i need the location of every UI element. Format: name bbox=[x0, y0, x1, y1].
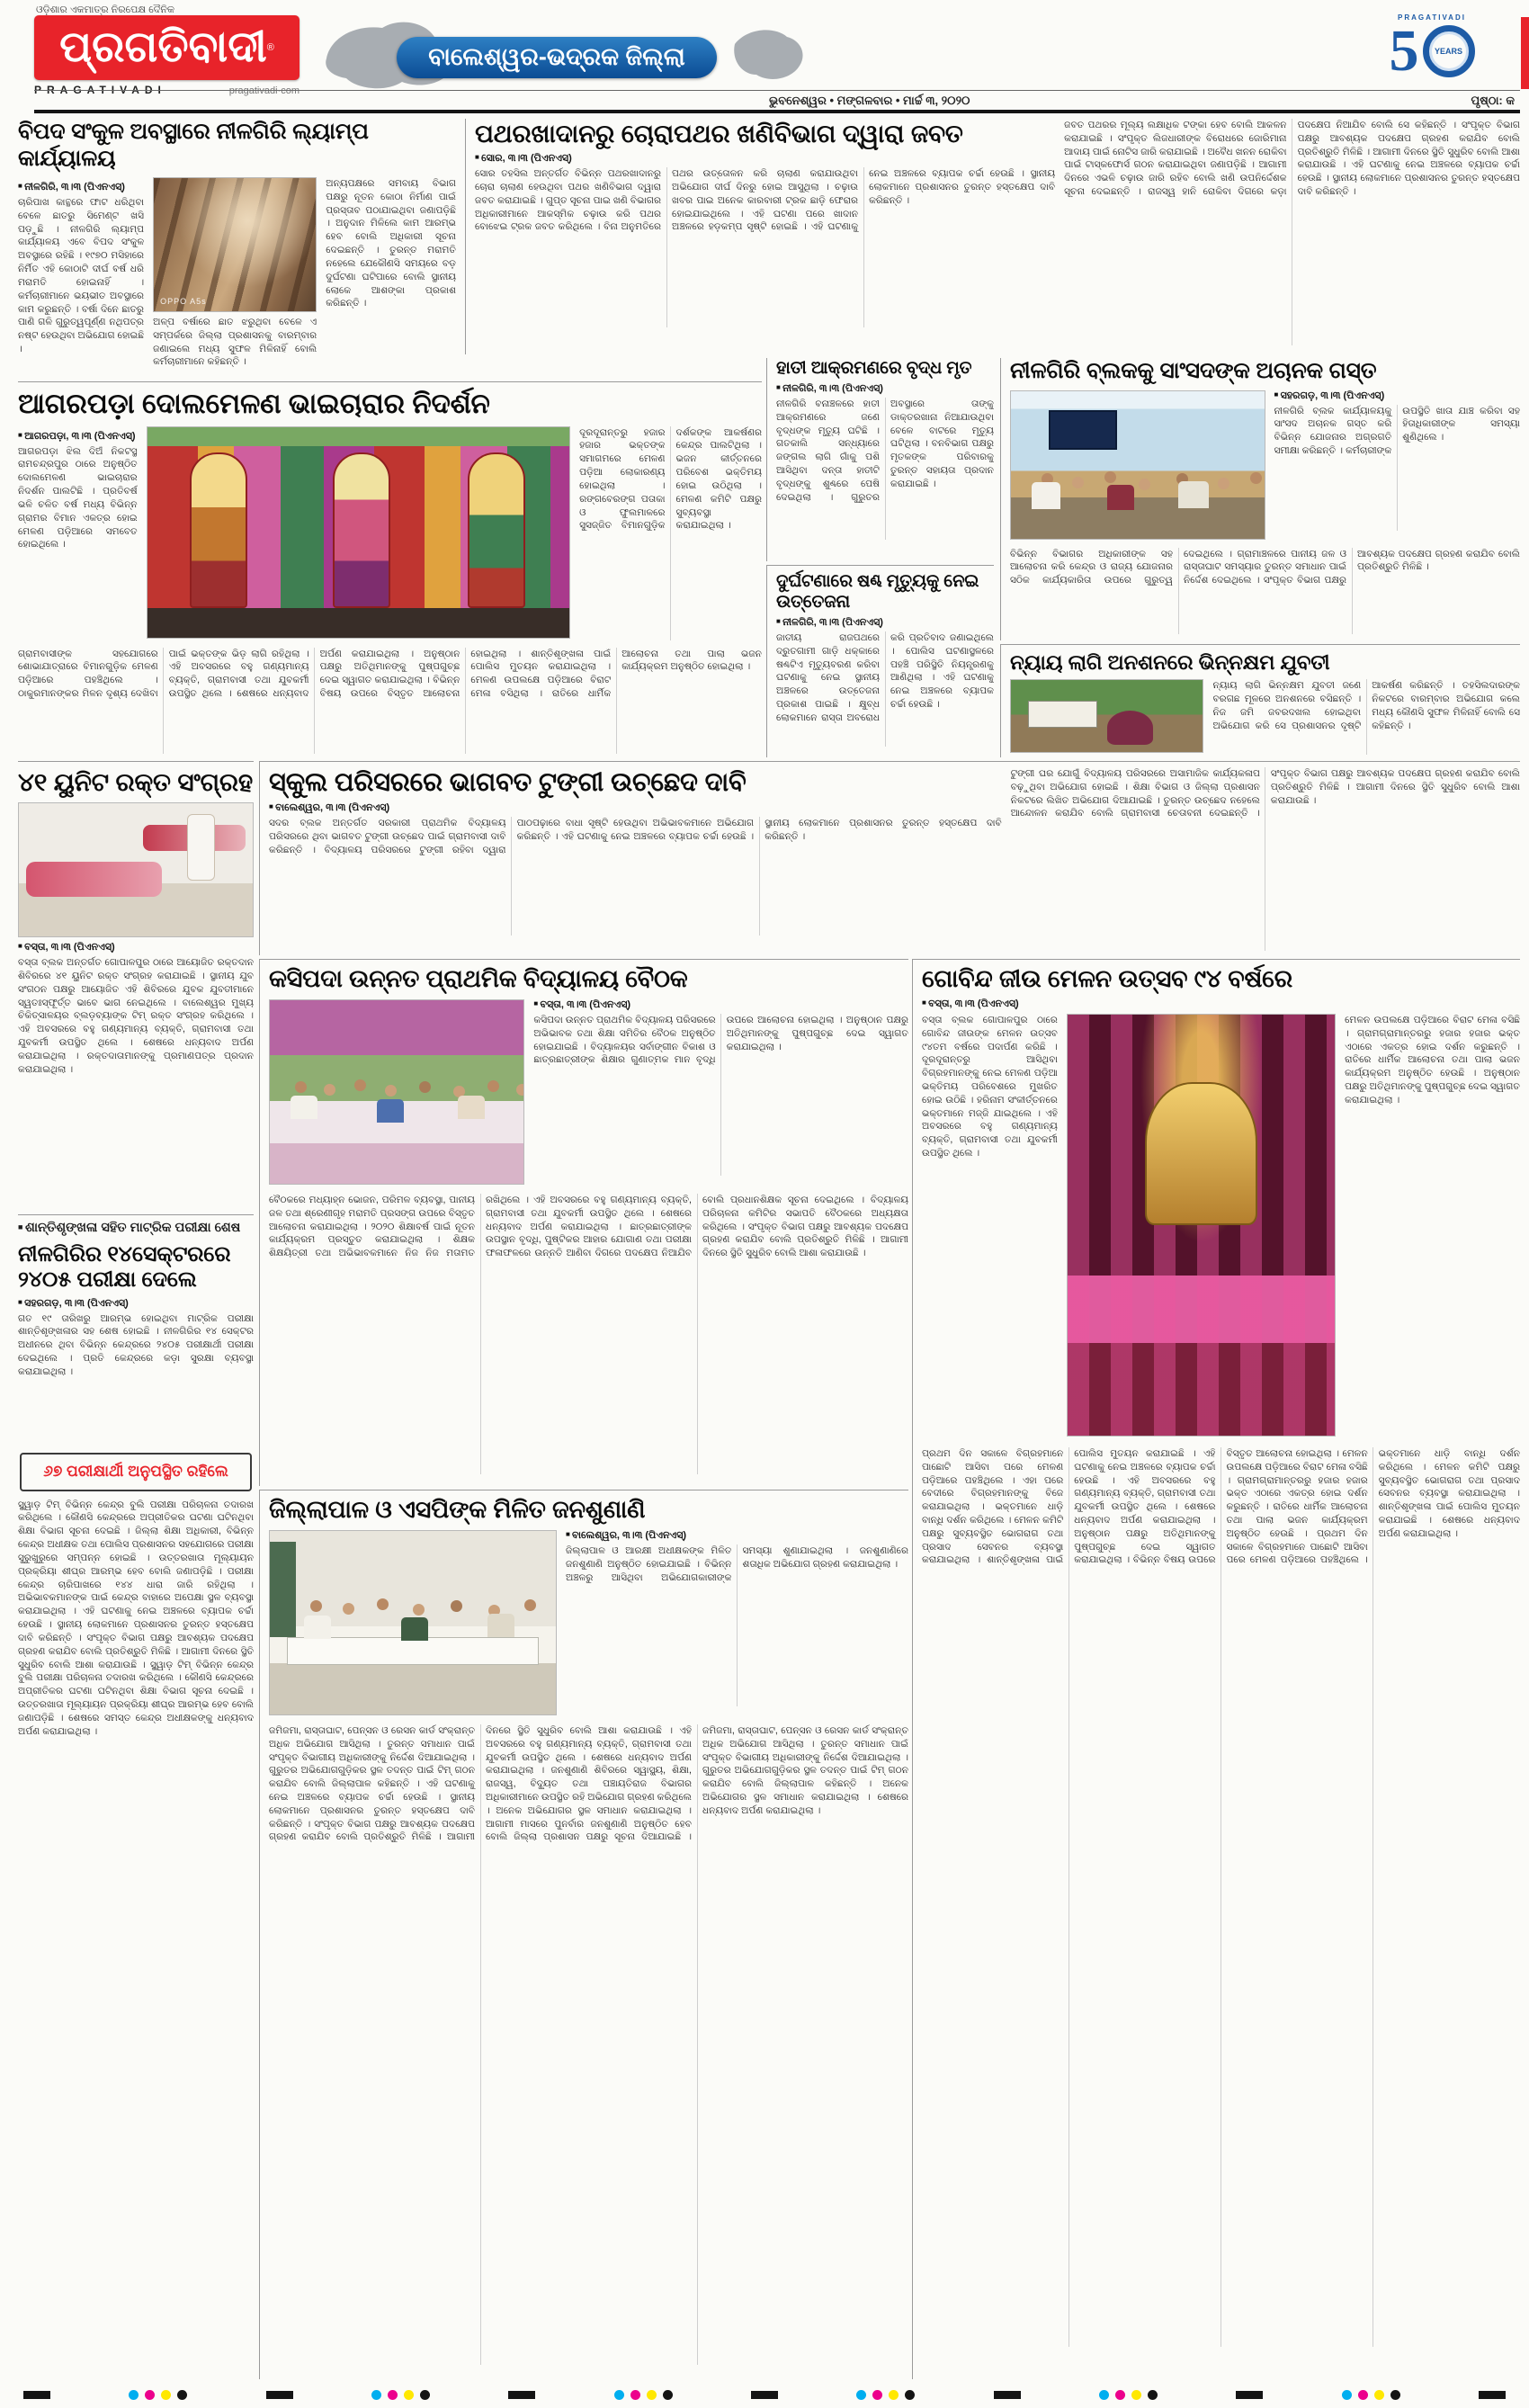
registered-mark: ® bbox=[266, 42, 274, 53]
magenta-dot bbox=[145, 2390, 155, 2400]
article-quarry-byline: ■ ସୋର, ୩।୩ (ପିଏନଏସ୍) bbox=[475, 153, 1055, 165]
anniversary-emblem bbox=[1360, 13, 1504, 100]
cmyk-dots bbox=[1099, 2390, 1158, 2400]
district-map-area bbox=[310, 13, 814, 91]
newspaper-logo bbox=[34, 15, 300, 80]
article-lamps-byline: ■ ନୀଳଗିରି, ୩।୩ (ପିଏନଏସ୍) bbox=[18, 182, 144, 193]
registration-bar bbox=[751, 2391, 778, 2399]
anniversary-ring-icon bbox=[1423, 25, 1475, 77]
article-matric-body1: ଗତ ୧୯ ତାରିଖରୁ ଆରମ୍ଭ ହୋଇଥିବା ମାଟ୍ରିକ ପରୀକ୍ଷା ଶାନ୍ତିଶୃଙ୍ଖଳାର ସହ ଶେଷ ହୋଇଛି । ନୀଳଗିରିର ୧୪ ସେକ୍ଟର ଅଧୀନରେ ଥିବା ବିଭିନ୍ନ କେନ୍ଦ୍ରରେ ୨୪୦୫ ପରୀକ୍ଷାର୍ଥୀ ପରୀକ୍ଷା ଦେଇଥିଲେ । ପ୍ରତି କେନ୍ଦ୍ରରେ କଡ଼ା ସୁରକ୍ଷା ବ୍ୟବସ୍ଥା କରାଯାଇଥିଲା । bbox=[18, 1312, 254, 1377]
magenta-dot bbox=[388, 2390, 398, 2400]
article-lamps-body-col3: ଅନ୍ୟପକ୍ଷରେ ସମବାୟ ବିଭାଗ ପକ୍ଷରୁ ନୂତନ କୋଠା ନିର୍ମାଣ ପାଇଁ ପ୍ରସ୍ତାବ ପଠାଯାଇଥିବା ଜଣାପଡ଼ିଛି । ଅନୁଦାନ ମିଳିଲେ କାମ ଆରମ୍ଭ ହେବ ବୋଲି ଅଧିକାରୀ ସୂଚନା ଦେଇଛନ୍ତି । ତୁରନ୍ତ ମରାମତି ନହେଲେ ଯେକୌଣସି ସମୟରେ ବଡ଼ ଦୁର୍ଘଟଣା ଘଟିପାରେ ବୋଲି ସ୍ଥାନୀୟ ଲୋକେ ଆଶଙ୍କା ପ୍ରକାଶ କରିଛନ୍ତି । bbox=[326, 178, 456, 309]
article-matric-byline: ■ ସହରଗଡ଼, ୩।୩ (ପିଏନଏସ୍) bbox=[18, 1298, 254, 1310]
cmyk-dots bbox=[1342, 2390, 1400, 2400]
photo-school-meeting bbox=[269, 999, 524, 1185]
photo-blood-donation-camp bbox=[18, 802, 254, 937]
yellow-dot bbox=[647, 2390, 657, 2400]
article-bull-death bbox=[766, 565, 994, 757]
article-quarry bbox=[465, 119, 1520, 354]
article-dol-byline: ■ ଆଗରପଡ଼ା, ୩।୩ (ପିଏନଏସ୍) bbox=[18, 431, 138, 443]
registration-bar bbox=[266, 2391, 293, 2399]
article-blood-byline: ■ ବସ୍ତା, ୩।୩ (ପିଏନଏସ୍) bbox=[18, 942, 254, 953]
photo-block-office-meeting bbox=[1010, 390, 1265, 540]
magenta-dot bbox=[630, 2390, 640, 2400]
registration-bar bbox=[1479, 2391, 1506, 2399]
article-dol-body-colB: ଦୂରଦୂରାନ୍ତରୁ ହଜାର ହଜାର ଭକ୍ତଙ୍କ ସମାଗମରେ ମେଳଣ ପଡ଼ିଆ ଲୋକାରଣ୍ୟ ହୋଇଥିଲା । ରଙ୍ଗବେରଙ୍ଗ ପତାକା ଓ ଫୁଲମାଳରେ ସୁସଜ୍ଜିତ ବିମାନଗୁଡ଼ିକ ଦର୍ଶକଙ୍କ ଆକର୍ଷଣର କେନ୍ଦ୍ର ପାଲଟିଥିଲା । ଭଜନ କୀର୍ତ୍ତନରେ ପରିବେଶ ଭକ୍ତିମୟ ହୋଇ ଉଠିଥିଲା । ମେଳଣ କମିଟି ପକ୍ଷରୁ ସୁବ୍ୟବସ୍ଥା କରାଯାଇଥିଲା । bbox=[579, 426, 762, 532]
black-dot bbox=[1148, 2390, 1158, 2400]
article-gobinda-byline: ■ ବସ୍ତା, ୩।୩ (ପିଏନଏସ୍) bbox=[922, 998, 1520, 1010]
article-elephant bbox=[766, 358, 994, 561]
masthead bbox=[0, 0, 1529, 117]
article-matric-exam bbox=[18, 1214, 254, 2379]
logo-latin-text: PRAGATIVADI bbox=[34, 84, 166, 96]
photo-watermark: OPPO A5s bbox=[160, 297, 207, 306]
yellow-dot bbox=[161, 2390, 171, 2400]
article-mp-body-side: ନୀଳଗିରି ବ୍ଲକ କାର୍ଯ୍ୟାଳୟକୁ ସାଂସଦ ଅଚାନକ ଗସ୍ତ କରି ବିଭିନ୍ନ ଯୋଜନାର ଅଗ୍ରଗତି ସମୀକ୍ଷା କରିଛନ୍ତି । କର୍ମଚାରୀଙ୍କ ଉପସ୍ଥିତି ଖାତା ଯାଞ୍ଚ କରିବା ସହ ହିତାଧିକାରୀଙ୍କ ସମସ୍ୟା ଶୁଣିଥିଲେ । bbox=[1274, 405, 1520, 456]
article-lamps-body-col1: ଚାରିପାଖ କାନ୍ଥରେ ଫାଟ ଧରିଥିବା ବେଳେ ଛାତରୁ ସିମେଣ୍ଟ ଖସି ପଡ଼ୁଛି । ନୀଳଗିରି ଲ୍ୟାମ୍ପ କାର୍ଯ୍ୟାଳୟ ଏବେ ବିପଦ ସଂକୁଳ ଅବସ୍ଥାରେ ରହିଛି । ୧୯୭୦ ମସିହାରେ ନିର୍ମିତ ଏହି କୋଠାଟି ଦୀର୍ଘ ବର୍ଷ ଧରି ମରାମତି ହୋଇନାହିଁ । କର୍ମଚାରୀମାନେ ଭୟଭୀତ ଅବସ୍ଥାରେ କାମ କରୁଛନ୍ତି । ବର୍ଷା ଦିନେ ଛାତରୁ ପାଣି ଗଳି ଗୁରୁତ୍ୱପୂର୍ଣ୍ଣ ନଥିପତ୍ର ନଷ୍ଟ ହେଉଥିବା ଅଭିଯୋଗ ହୋଇଛି । bbox=[18, 197, 145, 355]
dateline-text: ଭୁବନେଶ୍ୱର • ମଙ୍ଗଳବାର • ମାର୍ଚ୍ଚ ୩, ୨୦୨୦ bbox=[769, 93, 970, 107]
photo-deity-melan bbox=[1067, 1014, 1336, 1437]
registration-bar bbox=[23, 2391, 50, 2399]
article-dol-body-colA: ଆଗରପଡ଼ା ଝିଲ ଦିଅଁ ନିକଟସ୍ଥ ରାମଚନ୍ଦ୍ରପୁର ଠାରେ ଅନୁଷ୍ଠିତ ଦୋଲମେଳଣ ଭାଇଚାରାର ନିଦର୍ଶନ ପାଲଟିଛି । ପ୍ରତିବର୍ଷ ଭଳି ଚଳିତ ବର୍ଷ ମଧ୍ୟ ବିଭିନ୍ନ ଗ୍ରାମର ବିମାନ ଏକତ୍ର ହୋଇ ମେଳଣ ପଡ଼ିଆରେ ସମବେତ ହୋଇଥିଲେ । bbox=[18, 445, 138, 551]
article-blood-body: ବସ୍ତା ବ୍ଲକ ଅନ୍ତର୍ଗତ ଗୋପାଳପୁର ଠାରେ ଆୟୋଜିତ ରକ୍ତଦାନ ଶିବିରରେ ୪୧ ୟୁନିଟ ରକ୍ତ ସଂଗ୍ରହ କରାଯାଇଛି । ସ୍ଥାନୀୟ ଯୁବ ସଂଗଠନ ପକ୍ଷରୁ ଆୟୋଜିତ ଏହି ଶିବିରରେ ଯୁବକ ଯୁବତୀମାନେ ସ୍ୱତଃସ୍ଫୂର୍ତ୍ତ ଭାବେ ଭାଗ ନେଇଥିଲେ । ବାଲେଶ୍ୱର ମୁଖ୍ୟ ଚିକିତ୍ସାଳୟର ବ୍ଲଡ଼ବ୍ୟାଙ୍କ ଟିମ୍ ରକ୍ତ ସଂଗ୍ରହ କରିଥିଲେ । ଏହି ଅବସରରେ ବହୁ ଗଣ୍ୟମାନ୍ୟ ବ୍ୟକ୍ତି, ଗ୍ରାମବାସୀ ତଥା ଯୁବକର୍ମୀ ଉପସ୍ଥିତ ଥିଲେ । ଶେଷରେ ଧନ୍ୟବାଦ ଅର୍ପଣ କରାଯାଇଥିଲା । ରକ୍ତଦାତାମାନଙ୍କୁ ପ୍ରମାଣପତ୍ର ପ୍ରଦାନ କରାଯାଇଥିଲା । bbox=[18, 957, 254, 1075]
person-figure bbox=[487, 1614, 514, 1637]
registration-bar bbox=[508, 2391, 535, 2399]
corner-red-strip bbox=[1521, 17, 1529, 89]
person-figure bbox=[1032, 482, 1060, 509]
yellow-dot bbox=[404, 2390, 414, 2400]
article-kasipada-body-side: କସିପଦା ଉନ୍ନତ ପ୍ରାଥମିକ ବିଦ୍ୟାଳୟ ପରିସରରେ ଅଭିଭାବକ ତଥା ଶିକ୍ଷା ସମିତିର ବୈଠକ ଅନୁଷ୍ଠିତ ହୋଇଯାଇଛି । ବିଦ୍ୟାଳୟର ସର୍ବାଙ୍ଗୀନ ବିକାଶ ଓ ଛାତ୍ରଛାତ୍ରୀଙ୍କ ଶିକ୍ଷାର ଗୁଣାତ୍ମକ ମାନ ବୃଦ୍ଧି ଉପରେ ଆଲୋଚନା ହୋଇଥିଲା । ଅନୁଷ୍ଠାନ ପକ୍ଷରୁ ଅତିଥିମାନଙ୍କୁ ପୁଷ୍ପଗୁଚ୍ଛ ଦେଇ ସ୍ୱାଗତ କରାଯାଇଥିଲା । bbox=[533, 1014, 908, 1066]
tv-screen-icon bbox=[1049, 410, 1117, 450]
photo-dol-festival bbox=[147, 426, 570, 639]
cyan-dot bbox=[371, 2390, 381, 2400]
yellow-dot bbox=[1131, 2390, 1141, 2400]
window-icon bbox=[270, 1542, 296, 1637]
article-quarry-body-right: ଜବତ ପଥରର ମୂଲ୍ୟ ଲକ୍ଷାଧିକ ଟଙ୍କା ହେବ ବୋଲି ଆକଳନ କରାଯାଇଛି । ସଂପୃକ୍ତ ଲିଜଧାରୀଙ୍କ ବିରୋଧରେ ଜୋରିମାନା ଆଦାୟ ପାଇଁ ନୋଟିସ ଜାରି କରାଯାଇଛି । ଅବୈଧ ଖନନ ରୋକିବା ପାଇଁ ଟାସ୍କଫୋର୍ସ ଗଠନ କରାଯାଇଥିବା ଜଣାପଡ଼ିଛି । ଆଗାମୀ ଦିନରେ ଏଭଳି ଚଢ଼ାଉ ଜାରି ରହିବ ବୋଲି ଖଣି ଉପନିର୍ଦ୍ଦେଶକ ସୂଚନା ଦେଇଛନ୍ତି । ରାଜସ୍ୱ ହାନି ରୋକିବା ଦିଗରେ କଡ଼ା ପଦକ୍ଷେପ ନିଆଯିବ ବୋଲି ସେ କହିଛନ୍ତି । ସଂପୃକ୍ତ ବିଭାଗ ପକ୍ଷରୁ ଆବଶ୍ୟକ ପଦକ୍ଷେପ ଗ୍ରହଣ କରାଯିବ ବୋଲି ପ୍ରତିଶ୍ରୁତି ମିଳିଛି । ଆଗାମୀ ଦିନରେ ସ୍ଥିତି ସୁଧୁରିବ ବୋଲି ଆଶା କରାଯାଉଛି । ଏହି ଘଟଣାକୁ ନେଇ ଅଞ୍ଚଳରେ ବ୍ୟାପକ ଚର୍ଚ୍ଚା ହେଉଛି । ସ୍ଥାନୀୟ ଲୋକମାନେ ପ୍ରଶାସନର ତୁରନ୍ତ ହସ୍ତକ୍ଷେପ ଦାବି କରିଛନ୍ତି । bbox=[1064, 120, 1520, 198]
cyan-dot bbox=[129, 2390, 139, 2400]
article-elephant-byline: ■ ନୀଳଗିରି, ୩।୩ (ପିଏନଏସ୍) bbox=[776, 383, 994, 395]
anniversary-years-label: YEARS bbox=[1434, 47, 1462, 56]
black-dot bbox=[420, 2390, 430, 2400]
black-dot bbox=[1390, 2390, 1400, 2400]
article-mp-byline: ■ ସହରଗଡ଼, ୩।୩ (ପିଏନଏସ୍) bbox=[1274, 390, 1521, 402]
article-gobinda-body-colR: ମେଳନ ଉପଲକ୍ଷେ ପଡ଼ିଆରେ ବିରାଟ ମେଳା ବସିଛି । ଗ୍ରାମଗ୍ରାମାନ୍ତରରୁ ହଜାର ହଜାର ଭକ୍ତ ଏଠାରେ ଏକତ୍ର ହୋଇ ଦର୍ଶନ କରୁଛନ୍ତି । ରାତିରେ ଧାର୍ମିକ ଆଲୋଚନା ତଥା ପାଲା ଭଜନ କାର୍ଯ୍ୟକ୍ରମ ଅନୁଷ୍ଠିତ ହେଉଛି । ଅନୁଷ୍ଠାନ ପକ୍ଷରୁ ଅତିଥିମାନଙ୍କୁ ପୁଷ୍ପଗୁଚ୍ଛ ଦେଇ ସ୍ୱାଗତ କରାଯାଇଥିଲା । bbox=[1345, 1014, 1520, 1106]
cyan-dot bbox=[856, 2390, 866, 2400]
article-janasunani bbox=[259, 1490, 908, 2379]
edition-banner: ବାଲେଶ୍ୱର-ଭଦ୍ରକ ଜିଲ୍ଲା bbox=[397, 37, 717, 78]
festival-viman-icon bbox=[468, 452, 525, 608]
article-dol-body-bottom: ଗ୍ରାମବାସୀଙ୍କ ସହଯୋଗରେ ଶୋଭାଯାତ୍ରାରେ ବିମାନଗୁଡ଼ିକ ମେଳଣ ପଡ଼ିଆରେ ପହଞ୍ଚିଥିଲେ । ଠାକୁରମାନଙ୍କର ମିଳନ ଦୃଶ୍ୟ ଦେଖିବା ପାଇଁ ଭକ୍ତଙ୍କ ଭିଡ଼ ଲାଗି ରହିଥିଲା । ଏହି ଅବସରରେ ବହୁ ଗଣ୍ୟମାନ୍ୟ ବ୍ୟକ୍ତି, ଗ୍ରାମବାସୀ ତଥା ଯୁବକର୍ମୀ ଉପସ୍ଥିତ ଥିଲେ । ଶେଷରେ ଧନ୍ୟବାଦ ଅର୍ପଣ କରାଯାଇଥିଲା । ଅନୁଷ୍ଠାନ ପକ୍ଷରୁ ଅତିଥିମାନଙ୍କୁ ପୁଷ୍ପଗୁଚ୍ଛ ଦେଇ ସ୍ୱାଗତ କରାଯାଇଥିଲା । ବିଭିନ୍ନ ବିଷୟ ଉପରେ ବିସ୍ତୃତ ଆଲୋଚନା ହୋଇଥିଲା । ଶାନ୍ତିଶୃଙ୍ଖଳା ପାଇଁ ପୋଲିସ ମୁତୟନ କରାଯାଇଥିଲା । ମେଳଣ ଉପଲକ୍ଷେ ପଡ଼ିଆରେ ବିରାଟ ମେଳା ବସିଥିଲା । ରାତିରେ ଧାର୍ମିକ ଆଲୋଚନା ତଥା ପାଲା ଭଜନ କାର୍ଯ୍ୟକ୍ରମ ଅନୁଷ୍ଠିତ ହୋଇଥିଲା । bbox=[18, 648, 762, 700]
print-registration-marks bbox=[0, 2384, 1529, 2405]
person-figure bbox=[304, 1616, 331, 1639]
black-dot bbox=[177, 2390, 187, 2400]
medical-staff-figure bbox=[187, 814, 215, 881]
people-heads bbox=[295, 1081, 307, 1093]
person-figure bbox=[1107, 485, 1134, 510]
article-kasipada-body-bottom: ବୈଠକରେ ମଧ୍ୟାହ୍ନ ଭୋଜନ, ପରିମଳ ବ୍ୟବସ୍ଥା, ପାନୀୟ ଜଳ ତଥା ଶ୍ରେଣୀଗୃହ ମରାମତି ପ୍ରସଙ୍ଗ ଉପରେ ବିସ୍ତୃତ ଆଲୋଚନା କରାଯାଇଥିଲା । ୨୦୨୦ ଶିକ୍ଷାବର୍ଷ ପାଇଁ ନୂତନ କାର୍ଯ୍ୟକ୍ରମ ପ୍ରସ୍ତୁତ କରାଯାଇଥିଲା । ଶିକ୍ଷକ ଶିକ୍ଷୟିତ୍ରୀ ତଥା ଅଭିଭାବକମାନେ ନିଜ ନିଜ ମତାମତ ରଖିଥିଲେ । ଏହି ଅବସରରେ ବହୁ ଗଣ୍ୟମାନ୍ୟ ବ୍ୟକ୍ତି, ଗ୍ରାମବାସୀ ତଥା ଯୁବକର୍ମୀ ଉପସ୍ଥିତ ଥିଲେ । ଶେଷରେ ଧନ୍ୟବାଦ ଅର୍ପଣ କରାଯାଇଥିଲା । ଛାତ୍ରଛାତ୍ରୀଙ୍କ ଉପସ୍ଥାନ ବୃଦ୍ଧି, ପୁଷ୍ଟିକର ଆହାର ଯୋଗାଣ ତଥା ପରୀକ୍ଷା ଫଳାଫଳରେ ଉନ୍ନତି ଆଣିବା ଦିଗରେ ପଦକ୍ଷେପ ନିଆଯିବ ବୋଲି ପ୍ରଧାନଶିକ୍ଷକ ସୂଚନା ଦେଇଥିଲେ । ବିଦ୍ୟାଳୟ ପରିଚାଳନା କମିଟିର ସଭାପତି ବୈଠକରେ ଅଧ୍ୟକ୍ଷତା କରିଥିଲେ । ସଂପୃକ୍ତ ବିଭାଗ ପକ୍ଷରୁ ଆବଶ୍ୟକ ପଦକ୍ଷେପ ଗ୍ରହଣ କରାଯିବ ବୋଲି ପ୍ରତିଶ୍ରୁତି ମିଳିଛି । ଆଗାମୀ ଦିନରେ ସ୍ଥିତି ସୁଧୁରିବ ବୋଲି ଆଶା କରାଯାଉଛି । bbox=[269, 1194, 908, 1259]
person-figure bbox=[291, 1096, 317, 1119]
article-lamps-headline: ବିପଦ ସଂକୁଳ ଅବସ୍ଥାରେ ନୀଳଗିରି ଲ୍ୟାମ୍ପ କାର୍ଯ୍ୟାଳୟ bbox=[18, 119, 369, 171]
photo-hunger-strike bbox=[1010, 679, 1203, 753]
person-figure bbox=[458, 1096, 485, 1119]
article-janasunani-headline: ଜିଲ୍ଲାପାଳ ଓ ଏସପିଙ୍କ ମିଳିତ ଜନଶୁଣାଣି bbox=[269, 1496, 646, 1523]
cyan-dot bbox=[614, 2390, 624, 2400]
article-tungi-body-right: ଟୁଙ୍ଗୀ ଘର ଯୋଗୁଁ ବିଦ୍ୟାଳୟ ପରିସରରେ ଅସାମାଜିକ କାର୍ଯ୍ୟକଳାପ ବଢ଼ୁଥିବା ଅଭିଯୋଗ ହୋଇଛି । ଶିକ୍ଷା ବିଭାଗ ଓ ଜିଲ୍ଲା ପ୍ରଶାସନ ନିକଟରେ ଲିଖିତ ଅଭିଯୋଗ ଦିଆଯାଇଛି । ତୁରନ୍ତ ଉଚ୍ଛେଦ ନହେଲେ ଆନ୍ଦୋଳନ କରାଯିବ ବୋଲି ଗ୍ରାମବାସୀ ଚେତାବନୀ ଦେଇଛନ୍ତି । ସଂପୃକ୍ତ ବିଭାଗ ପକ୍ଷରୁ ଆବଶ୍ୟକ ପଦକ୍ଷେପ ଗ୍ରହଣ କରାଯିବ ବୋଲି ପ୍ରତିଶ୍ରୁତି ମିଳିଛି । ଆଗାମୀ ଦିନରେ ସ୍ଥିତି ସୁଧୁରିବ ବୋଲି ଆଶା କରାଯାଉଛି । bbox=[1010, 768, 1520, 819]
person-figure bbox=[1178, 481, 1209, 508]
anniversary-digit: 5 bbox=[1389, 18, 1419, 84]
cyan-dot bbox=[1099, 2390, 1109, 2400]
cmyk-dots bbox=[856, 2390, 915, 2400]
article-hunger-strike bbox=[1000, 644, 1520, 757]
yellow-dot bbox=[889, 2390, 899, 2400]
article-quarry-headline: ପଥରଖାଦାନରୁ ଚୋରାପଥର ଖଣିବିଭାଗ ଦ୍ୱାରା ଜବତ bbox=[475, 120, 963, 148]
cmyk-dots bbox=[614, 2390, 673, 2400]
yellow-dot bbox=[1374, 2390, 1384, 2400]
article-kasipada-byline: ■ ବସ୍ତା, ୩।୩ (ପିଏନଏସ୍) bbox=[533, 999, 908, 1011]
article-gobinda-body-bottom: ପ୍ରଥମ ଦିନ ସକାଳେ ବିଗ୍ରହମାନେ ପାଛୋଟି ଆସିବା ପରେ ମେଳଣ ପଡ଼ିଆରେ ପହଞ୍ଚିଥିଲେ । ଏହା ପରେ ବେଦୀରେ ବିଗ୍ରହମାନଙ୍କୁ ବିଜେ କରାଯାଇଥିଲା । ଭକ୍ତମାନେ ଧାଡ଼ି ବାନ୍ଧି ଦର୍ଶନ କରିଥିଲେ । ମେଳନ କମିଟି ପକ୍ଷରୁ ସୁବ୍ୟବସ୍ଥିତ ଭୋଗରାଗ ତଥା ପ୍ରସାଦ ସେବନର ବ୍ୟବସ୍ଥା କରାଯାଇଥିଲା । ଶାନ୍ତିଶୃଙ୍ଖଳା ପାଇଁ ପୋଲିସ ମୁତୟନ କରାଯାଇଛି । ଏହି ଘଟଣାକୁ ନେଇ ଅଞ୍ଚଳରେ ବ୍ୟାପକ ଚର୍ଚ୍ଚା ହେଉଛି । ଏହି ଅବସରରେ ବହୁ ଗଣ୍ୟମାନ୍ୟ ବ୍ୟକ୍ତି, ଗ୍ରାମବାସୀ ତଥା ଯୁବକର୍ମୀ ଉପସ୍ଥିତ ଥିଲେ । ଶେଷରେ ଧନ୍ୟବାଦ ଅର୍ପଣ କରାଯାଇଥିଲା । ଅନୁଷ୍ଠାନ ପକ୍ଷରୁ ଅତିଥିମାନଙ୍କୁ ପୁଷ୍ପଗୁଚ୍ଛ ଦେଇ ସ୍ୱାଗତ କରାଯାଇଥିଲା । ବିଭିନ୍ନ ବିଷୟ ଉପରେ ବିସ୍ତୃତ ଆଲୋଚନା ହୋଇଥିଲା । ମେଳନ ଉପଲକ୍ଷେ ପଡ଼ିଆରେ ବିରାଟ ମେଳା ବସିଛି । ଗ୍ରାମଗ୍ରାମାନ୍ତରରୁ ହଜାର ହଜାର ଭକ୍ତ ଏଠାରେ ଏକତ୍ର ହୋଇ ଦର୍ଶନ କରୁଛନ୍ତି । ରାତିରେ ଧାର୍ମିକ ଆଲୋଚନା ତଥା ପାଲା ଭଜନ କାର୍ଯ୍ୟକ୍ରମ ଅନୁଷ୍ଠିତ ହେଉଛି । ପ୍ରଥମ ଦିନ ସକାଳେ ବିଗ୍ରହମାନେ ପାଛୋଟି ଆସିବା ପରେ ମେଳଣ ପଡ଼ିଆରେ ପହଞ୍ଚିଥିଲେ । ଭକ୍ତମାନେ ଧାଡ଼ି ବାନ୍ଧି ଦର୍ଶନ କରିଥିଲେ । ମେଳନ କମିଟି ପକ୍ଷରୁ ସୁବ୍ୟବସ୍ଥିତ ଭୋଗରାଗ ତଥା ପ୍ରସାଦ ସେବନର ବ୍ୟବସ୍ଥା କରାଯାଇଥିଲା । ଶାନ୍ତିଶୃଙ୍ଖଳା ପାଇଁ ପୋଲିସ ମୁତୟନ କରାଯାଇଛି । ଶେଷରେ ଧନ୍ୟବାଦ ଅର୍ପଣ କରାଯାଇଥିଲା । bbox=[922, 1447, 1520, 1566]
registration-bar bbox=[1236, 2391, 1263, 2399]
magenta-dot bbox=[1115, 2390, 1125, 2400]
cyan-dot bbox=[1342, 2390, 1352, 2400]
article-mp-headline: ନୀଳଗିରି ବ୍ଲକକୁ ସାଂସଦଙ୍କ ଅଚାନକ ଗସ୍ତ bbox=[1010, 358, 1377, 383]
article-blood-headline: ୪୧ ୟୁନିଟ ରକ୍ତ ସଂଗ୍ରହ bbox=[18, 768, 254, 796]
logo-odia-text: ପ୍ରଗତିବାଦୀ bbox=[59, 23, 267, 71]
article-quarry-body-left: ସୋର ତହସିଲ ଅନ୍ତର୍ଗତ ବିଭିନ୍ନ ପଥରଖାଦାନରୁ ଚୋରା ଚାଲାଣ ହେଉଥିବା ପଥର ଖଣିବିଭାଗ ଦ୍ୱାରା ଜବତ କରାଯାଇଛି । ଗୁପ୍ତ ସୂଚନା ପାଇ ଖଣି ବିଭାଗର ଅଧିକାରୀମାନେ ଆକସ୍ମିକ ଚଢ଼ାଉ କରି ପଥର ବୋଝେଇ ଟ୍ରକ ଜବତ କରିଥିଲେ । ବିନା ଅନୁମତିରେ ପଥର ଉତ୍ତୋଳନ କରି ଚାଲାଣ କରାଯାଉଥିବା ଅଭିଯୋଗ ଦୀର୍ଘ ଦିନରୁ ହୋଇ ଆସୁଥିଲା । ଚଢ଼ାଉ ଖବର ପାଇ ଅନେକ କାରବାରୀ ଟ୍ରକ ଛାଡ଼ି ଫେରାର ହୋଇଯାଇଥିଲେ । ଏହି ଘଟଣା ପରେ ଖାଦାନ ଅଞ୍ଚଳରେ ହଡ଼କମ୍ପ ସୃଷ୍ଟି ହୋଇଛି । ଏହି ଘଟଣାକୁ ନେଇ ଅଞ୍ଚଳରେ ବ୍ୟାପକ ଚର୍ଚ୍ଚା ହେଉଛି । ସ୍ଥାନୀୟ ଲୋକମାନେ ପ୍ରଶାସନର ତୁରନ୍ତ ହସ୍ତକ୍ଷେପ ଦାବି କରିଛନ୍ତି । bbox=[475, 168, 1056, 233]
article-mp-visit bbox=[1000, 358, 1520, 640]
article-bull-body: ଜାତୀୟ ରାଜପଥରେ ଦ୍ରୁତଗାମୀ ଗାଡ଼ି ଧକ୍କାରେ ଷଣ୍ଢଟିଏ ମୃତ୍ୟୁବରଣ କରିବା ଘଟଣାକୁ ନେଇ ସ୍ଥାନୀୟ ଅଞ୍ଚଳରେ ଉତ୍ତେଜନା ପ୍ରକାଶ ପାଇଛି । କ୍ଷୁବ୍ଧ ଲୋକମାନେ ରାସ୍ତା ଅବରୋଧ କରି ପ୍ରତିବାଦ ଜଣାଇଥିଲେ । ପୋଲିସ ଘଟଣାସ୍ଥଳରେ ପହଞ୍ଚି ପରିସ୍ଥିତି ନିୟନ୍ତ୍ରଣକୁ ଆଣିଥିଲା । ଏହି ଘଟଣାକୁ ନେଇ ଅଞ୍ଚଳରେ ବ୍ୟାପକ ଚର୍ଚ୍ଚା ହେଉଛି । bbox=[776, 632, 994, 723]
deity-idol-icon bbox=[1145, 1082, 1257, 1225]
people-heads bbox=[310, 1600, 322, 1612]
anniversary-caption: PRAGATIVADI bbox=[1398, 13, 1466, 22]
absent-count-box: ୬୭ ପରୀକ୍ଷାର୍ଥୀ ଅନୁପସ୍ଥିତ ରହିଲେ bbox=[20, 1453, 252, 1491]
registration-bar bbox=[994, 2391, 1021, 2399]
cmyk-dots bbox=[371, 2390, 430, 2400]
article-mp-body-bottom: ବିଭିନ୍ନ ବିଭାଗର ଅଧିକାରୀଙ୍କ ସହ ଆଲୋଚନା କରି କେନ୍ଦ୍ର ଓ ରାଜ୍ୟ ଯୋଜନାର ସଠିକ କାର୍ଯ୍ୟକାରିତା ଉପରେ ଗୁରୁତ୍ୱ ଦେଇଥିଲେ । ଗ୍ରାମାଞ୍ଚଳରେ ପାନୀୟ ଜଳ ଓ ରାସ୍ତାଘାଟ ସମସ୍ୟାର ତୁରନ୍ତ ସମାଧାନ ପାଇଁ ନିର୍ଦ୍ଦେଶ ଦେଇଥିଲେ । ସଂପୃକ୍ତ ବିଭାଗ ପକ୍ଷରୁ ଆବଶ୍ୟକ ପଦକ୍ଷେପ ଗ୍ରହଣ କରାଯିବ ବୋଲି ପ୍ରତିଶ୍ରୁତି ମିଳିଛି । bbox=[1010, 548, 1520, 586]
article-matric-body2: ସ୍କ୍ୱାଡ଼ ଟିମ୍ ବିଭିନ୍ନ କେନ୍ଦ୍ର ବୁଲି ପରୀକ୍ଷା ପରିଚାଳନା ତଦାରଖ କରିଥିଲେ । କୌଣସି କେନ୍ଦ୍ରରେ ଅପ୍ରୀତିକର ଘଟଣା ଘଟିନଥିବା ଶିକ୍ଷା ବିଭାଗ ସୂଚନା ଦେଇଛି । ଜିଲ୍ଲା ଶିକ୍ଷା ଅଧିକାରୀ, ବିଭିନ୍ନ କେନ୍ଦ୍ର ଅଧୀକ୍ଷକ ତଥା ପୋଲିସ ପ୍ରଶାସନର ସହଯୋଗରେ ପରୀକ୍ଷା ସୁରୁଖୁରୁରେ ସମ୍ପନ୍ନ ହୋଇଛି । ଉତ୍ତରଖାତା ମୂଲ୍ୟାୟନ ପ୍ରକ୍ରିୟା ଶୀଘ୍ର ଆରମ୍ଭ ହେବ ବୋଲି ଜଣାପଡ଼ିଛି । ପରୀକ୍ଷା କେନ୍ଦ୍ର ଚାରିପାଖରେ ୧୪୪ ଧାରା ଜାରି ରହିଥିଲା । ଅଭିଭାବକମାନଙ୍କ ପାଇଁ କେନ୍ଦ୍ର ବାହାରେ ଅପେକ୍ଷା ସ୍ଥଳ ବ୍ୟବସ୍ଥା କରାଯାଇଥିଲା । ଏହି ଘଟଣାକୁ ନେଇ ଅଞ୍ଚଳରେ ବ୍ୟାପକ ଚର୍ଚ୍ଚା ହେଉଛି । ସ୍ଥାନୀୟ ଲୋକମାନେ ପ୍ରଶାସନର ତୁରନ୍ତ ହସ୍ତକ୍ଷେପ ଦାବି କରିଛନ୍ତି । ସଂପୃକ୍ତ ବିଭାଗ ପକ୍ଷରୁ ଆବଶ୍ୟକ ପଦକ୍ଷେପ ଗ୍ରହଣ କରାଯିବ ବୋଲି ପ୍ରତିଶ୍ରୁତି ମିଳିଛି । ଆଗାମୀ ଦିନରେ ସ୍ଥିତି ସୁଧୁରିବ ବୋଲି ଆଶା କରାଯାଉଛି । ସ୍କ୍ୱାଡ଼ ଟିମ୍ ବିଭିନ୍ନ କେନ୍ଦ୍ର ବୁଲି ପରୀକ୍ଷା ପରିଚାଳନା ତଦାରଖ କରିଥିଲେ । କୌଣସି କେନ୍ଦ୍ରରେ ଅପ୍ରୀତିକର ଘଟଣା ଘଟିନଥିବା ଶିକ୍ଷା ବିଭାଗ ସୂଚନା ଦେଇଛି । ଉତ୍ତରଖାତା ମୂଲ୍ୟାୟନ ପ୍ରକ୍ରିୟା ଶୀଘ୍ର ଆରମ୍ଭ ହେବ ବୋଲି ଜଣାପଡ଼ିଛି । ଶେଷରେ ସମସ୍ତ କେନ୍ଦ୍ର ଅଧୀକ୍ଷକଙ୍କୁ ଧନ୍ୟବାଦ ଅର୍ପଣ କରାଯାଇଥିଲା । bbox=[18, 1499, 254, 1737]
black-dot bbox=[663, 2390, 673, 2400]
article-gobinda-headline: ଗୋବିନ୍ଦ ଜୀଉ ମେଳନ ଉତ୍ସବ ୯୪ ବର୍ଷରେ bbox=[922, 965, 1292, 992]
person-figure bbox=[377, 1099, 404, 1123]
article-gobinda-jiu bbox=[912, 959, 1520, 2379]
article-janasunani-byline: ■ ବାଲେଶ୍ୱର, ୩।୩ (ପିଏନଏସ୍) bbox=[566, 1530, 908, 1542]
article-elephant-body: ନୀଳଗିରି ବନାଞ୍ଚଳରେ ହାତୀ ଆକ୍ରମଣରେ ଜଣେ ବୃଦ୍ଧଙ୍କ ମୃତ୍ୟୁ ଘଟିଛି । ଗତକାଲି ସନ୍ଧ୍ୟାରେ ଜଙ୍ଗଲ ଲାଗି ଗାଁକୁ ପଶି ଆସିଥିବା ଦନ୍ତା ହାତୀଟି ବୃଦ୍ଧଙ୍କୁ ଶୁଣ୍ଢରେ ପେଷି ଦେଇଥିଲା । ଗୁରୁତର ଅବସ୍ଥାରେ ତାଙ୍କୁ ଡାକ୍ତରଖାନା ନିଆଯାଉଥିବା ବେଳେ ବାଟରେ ମୃତ୍ୟୁ ଘଟିଥିଲା । ବନବିଭାଗ ପକ୍ଷରୁ ମୃତକଙ୍କ ପରିବାରକୁ ତୁରନ୍ତ ସହାୟତା ପ୍ରଦାନ କରାଯାଇଛି । bbox=[776, 398, 994, 503]
page-label: ପୃଷ୍ଠା: କ bbox=[1471, 93, 1515, 107]
article-hunger-headline: ନ୍ୟାୟ ଲାଗି ଅନଶନରେ ଭିନ୍ନକ୍ଷମ ଯୁବତୀ bbox=[1010, 650, 1330, 674]
article-tungi-body-left: ସଦର ବ୍ଲକ ଅନ୍ତର୍ଗତ ସରକାରୀ ପ୍ରାଥମିକ ବିଦ୍ୟାଳୟ ପରିସରରେ ଥିବା ଭାଗବତ ଟୁଙ୍ଗୀ ଉଚ୍ଛେଦ ପାଇଁ ଗ୍ରାମବାସୀ ଦାବି କରିଛନ୍ତି । ବିଦ୍ୟାଳୟ ପରିସରରେ ଟୁଙ୍ଗୀ ରହିବା ଦ୍ୱାରା ପାଠପଢ଼ାରେ ବାଧା ସୃଷ୍ଟି ହେଉଥିବା ଅଭିଭାବକମାନେ ଅଭିଯୋଗ କରିଛନ୍ତି । ଏହି ଘଟଣାକୁ ନେଇ ଅଞ୍ଚଳରେ ବ୍ୟାପକ ଚର୍ଚ୍ଚା ହେଉଛି । ସ୍ଥାନୀୟ ଲୋକମାନେ ପ୍ରଶାସନର ତୁରନ୍ତ ହସ୍ତକ୍ଷେପ ଦାବି କରିଛନ୍ତି । bbox=[269, 818, 1002, 855]
article-dol-melan bbox=[18, 381, 762, 757]
black-dot bbox=[905, 2390, 915, 2400]
article-matric-kicker: ■ ଶାନ୍ତିଶୃଙ୍ଖଳା ସହିତ ମାଟ୍ରିକ ପରୀକ୍ଷା ଶେଷ bbox=[18, 1221, 254, 1235]
article-tungi-byline: ■ ବାଲେଶ୍ୱର, ୩।୩ (ପିଏନଏସ୍) bbox=[269, 802, 1002, 814]
article-kasipada-meeting bbox=[259, 959, 908, 1486]
article-lamps-body-col2: ଅଳ୍ପ ବର୍ଷାରେ ଛାତ ଝରୁଥିବା ବେଳେ ଏ ସମ୍ପର୍କରେ ଜିଲ୍ଲା ପ୍ରଶାସନକୁ ବାରମ୍ବାର ଜଣାଇଲେ ମଧ୍ୟ ସୁଫଳ ମିଳିନାହିଁ ବୋଲି କର୍ମଚାରୀମାନେ କହିଛନ୍ତି । bbox=[153, 317, 317, 368]
article-matric-headline: ନୀଳଗିରିର ୧୪ସେକ୍ଟରରେ ୨୪୦୫ ପରୀକ୍ଷା ଦେଲେ bbox=[18, 1242, 231, 1293]
article-blood-donation bbox=[18, 761, 254, 1211]
festival-viman-icon bbox=[333, 452, 390, 608]
festival-viman-icon bbox=[190, 452, 247, 608]
cmyk-dots bbox=[129, 2390, 187, 2400]
magenta-dot bbox=[872, 2390, 882, 2400]
person-figure bbox=[401, 1617, 428, 1641]
article-dol-headline: ଆଗରପଡ଼ା ଦୋଲମେଳଣ ଭାଇଚାରାର ନିଦର୍ଶନ bbox=[18, 388, 490, 419]
masthead-tagline: ଓଡ଼ିଶାର ଏକମାତ୍ର ନିରପେକ୍ଷ ଦୈନିକ bbox=[36, 4, 175, 15]
logo-website: pragativadi·com bbox=[228, 85, 300, 96]
seated-woman-figure bbox=[1107, 711, 1153, 745]
article-hunger-body: ନ୍ୟାୟ ଲାଗି ଭିନ୍ନକ୍ଷମ ଯୁବତୀ ଜଣେ ବରଗଛ ମୂଳରେ ଅନଶନରେ ବସିଛନ୍ତି । ନିଜ ଜମି ଜବରଦଖଲ ହୋଇଥିବା ଅଭିଯୋଗ କରି ସେ ପ୍ରଶାସନର ଦୃଷ୍ଟି ଆକର୍ଷଣ କରିଛନ୍ତି । ତହସିଲଦାରଙ୍କ ନିକଟରେ ବାରମ୍ବାର ଅଭିଯୋଗ କଲେ ମଧ୍ୟ କୌଣସି ସୁଫଳ ମିଳିନାହିଁ ବୋଲି ସେ କହିଛନ୍ତି । bbox=[1212, 680, 1520, 731]
photo-damaged-ceiling bbox=[153, 177, 317, 312]
article-lamps-office bbox=[18, 119, 456, 378]
magenta-dot bbox=[1358, 2390, 1368, 2400]
article-gobinda-body-colL: ବସ୍ତା ବ୍ଲକ ଗୋପାଳପୁର ଠାରେ ଗୋବିନ୍ଦ ଜୀଉଙ୍କ ମେଳନ ଉତ୍ସବ ୯୪ତମ ବର୍ଷରେ ପଦାର୍ପଣ କରିଛି । ଦୂରଦୂରାନ୍ତରୁ ଆସିଥିବା ବିଗ୍ରହମାନଙ୍କୁ ନେଇ ମେଳଣ ପଡ଼ିଆ ଭକ୍ତିମୟ ପରିବେଶରେ ମୁଖରିତ ହୋଇ ଉଠିଛି । ହରିନାମ ସଂକୀର୍ତ୍ତନରେ ଭକ୍ତମାନେ ମଜ୍ଜି ଯାଇଥିଲେ । ଏହି ଅବସରରେ ବହୁ ଗଣ୍ୟମାନ୍ୟ ବ୍ୟକ୍ତି, ଗ୍ରାମବାସୀ ତଥା ଯୁବକର୍ମୀ ଉପସ୍ଥିତ ଥିଲେ । bbox=[922, 1014, 1058, 1159]
article-bhagabata-tungi bbox=[259, 761, 1520, 955]
anniversary-50 bbox=[1360, 18, 1504, 84]
donor-bed-icon bbox=[26, 862, 162, 896]
article-kasipada-headline: କସିପଦା ଉନ୍ନତ ପ୍ରାଥମିକ ବିଦ୍ୟାଳୟ ବୈଠକ bbox=[269, 965, 688, 992]
meeting-table-icon bbox=[287, 1637, 539, 1665]
photo-public-hearing bbox=[269, 1530, 557, 1715]
article-janasunani-body-side: ଜିଲ୍ଲାପାଳ ଓ ଆରକ୍ଷୀ ଅଧୀକ୍ଷକଙ୍କ ମିଳିତ ଜନଶୁଣାଣି ଅନୁଷ୍ଠିତ ହୋଇଯାଇଛି । ବିଭିନ୍ନ ଅଞ୍ଚଳରୁ ଆସିଥିବା ଅଭିଯୋଗକାରୀଙ୍କ ସମସ୍ୟା ଶୁଣାଯାଇଥିଲା । ଜନଶୁଣାଣିରେ ଶତାଧିକ ଅଭିଯୋଗ ଗ୍ରହଣ କରାଯାଇଥିଲା । bbox=[565, 1544, 908, 1583]
masthead-row bbox=[0, 13, 1529, 96]
dateline-bar bbox=[34, 90, 1520, 113]
article-bull-headline: ଦୁର୍ଘଟଣାରେ ଷଣ୍ଢ ମୃତ୍ୟୁକୁ ନେଇ ଉତ୍ତେଜନା bbox=[776, 571, 979, 612]
article-bull-byline: ■ ନୀଳଗିରି, ୩।୩ (ପିଏନଏସ୍) bbox=[776, 617, 994, 629]
article-elephant-headline: ହାତୀ ଆକ୍ରମଣରେ ବୃଦ୍ଧ ମୃତ bbox=[776, 358, 972, 378]
article-janasunani-body-bottom: ଜମିଜମା, ରାସ୍ତାଘାଟ, ପେନ୍ସନ ଓ ରେସନ କାର୍ଡ ସଂକ୍ରାନ୍ତ ଅଧିକ ଅଭିଯୋଗ ଆସିଥିଲା । ତୁରନ୍ତ ସମାଧାନ ପାଇଁ ସଂପୃକ୍ତ ବିଭାଗୀୟ ଅଧିକାରୀଙ୍କୁ ନିର୍ଦ୍ଦେଶ ଦିଆଯାଇଥିଲା । ଗୁରୁତର ଅଭିଯୋଗଗୁଡ଼ିକର ସ୍ଥଳ ତଦନ୍ତ ପାଇଁ ଟିମ୍ ଗଠନ କରାଯିବ ବୋଲି ଜିଲ୍ଲାପାଳ କହିଛନ୍ତି । ଏହି ଘଟଣାକୁ ନେଇ ଅଞ୍ଚଳରେ ବ୍ୟାପକ ଚର୍ଚ୍ଚା ହେଉଛି । ସ୍ଥାନୀୟ ଲୋକମାନେ ପ୍ରଶାସନର ତୁରନ୍ତ ହସ୍ତକ୍ଷେପ ଦାବି କରିଛନ୍ତି । ସଂପୃକ୍ତ ବିଭାଗ ପକ୍ଷରୁ ଆବଶ୍ୟକ ପଦକ୍ଷେପ ଗ୍ରହଣ କରାଯିବ ବୋଲି ପ୍ରତିଶ୍ରୁତି ମିଳିଛି । ଆଗାମୀ ଦିନରେ ସ୍ଥିତି ସୁଧୁରିବ ବୋଲି ଆଶା କରାଯାଉଛି । ଏହି ଅବସରରେ ବହୁ ଗଣ୍ୟମାନ୍ୟ ବ୍ୟକ୍ତି, ଗ୍ରାମବାସୀ ତଥା ଯୁବକର୍ମୀ ଉପସ୍ଥିତ ଥିଲେ । ଶେଷରେ ଧନ୍ୟବାଦ ଅର୍ପଣ କରାଯାଇଥିଲା । ଜନଶୁଣାଣି ଶିବିରରେ ସ୍ୱାସ୍ଥ୍ୟ, ଶିକ୍ଷା, ରାଜସ୍ୱ, ବିଦ୍ୟୁତ ତଥା ପଞ୍ଚାୟତିରାଜ ବିଭାଗର ଅଧିକାରୀମାନେ ଉପସ୍ଥିତ ରହି ଅଭିଯୋଗ ଗ୍ରହଣ କରିଥିଲେ । ଅନେକ ଅଭିଯୋଗର ସ୍ଥଳ ସମାଧାନ କରାଯାଇଥିଲା । ଆଗାମୀ ମାସରେ ପୁନର୍ବାର ଜନଶୁଣାଣି ଅନୁଷ୍ଠିତ ହେବ ବୋଲି ଜିଲ୍ଲା ପ୍ରଶାସନ ପକ୍ଷରୁ ସୂଚନା ଦିଆଯାଇଛି । ଜମିଜମା, ରାସ୍ତାଘାଟ, ପେନ୍ସନ ଓ ରେସନ କାର୍ଡ ସଂକ୍ରାନ୍ତ ଅଧିକ ଅଭିଯୋଗ ଆସିଥିଲା । ତୁରନ୍ତ ସମାଧାନ ପାଇଁ ସଂପୃକ୍ତ ବିଭାଗୀୟ ଅଧିକାରୀଙ୍କୁ ନିର୍ଦ୍ଦେଶ ଦିଆଯାଇଥିଲା । ଗୁରୁତର ଅଭିଯୋଗଗୁଡ଼ିକର ସ୍ଥଳ ତଦନ୍ତ ପାଇଁ ଟିମ୍ ଗଠନ କରାଯିବ ବୋଲି ଜିଲ୍ଲାପାଳ କହିଛନ୍ତି । ଅନେକ ଅଭିଯୋଗର ସ୍ଥଳ ସମାଧାନ କରାଯାଇଥିଲା । ଶେଷରେ ଧନ୍ୟବାଦ ଅର୍ପଣ କରାଯାଇଥିଲା । bbox=[269, 1724, 908, 1843]
protest-banner-icon bbox=[1028, 701, 1097, 728]
article-tungi-headline: ସ୍କୁଲ ପରିସରରେ ଭାଗବତ ଟୁଙ୍ଗୀ ଉଚ୍ଛେଦ ଦାବି bbox=[269, 768, 747, 797]
